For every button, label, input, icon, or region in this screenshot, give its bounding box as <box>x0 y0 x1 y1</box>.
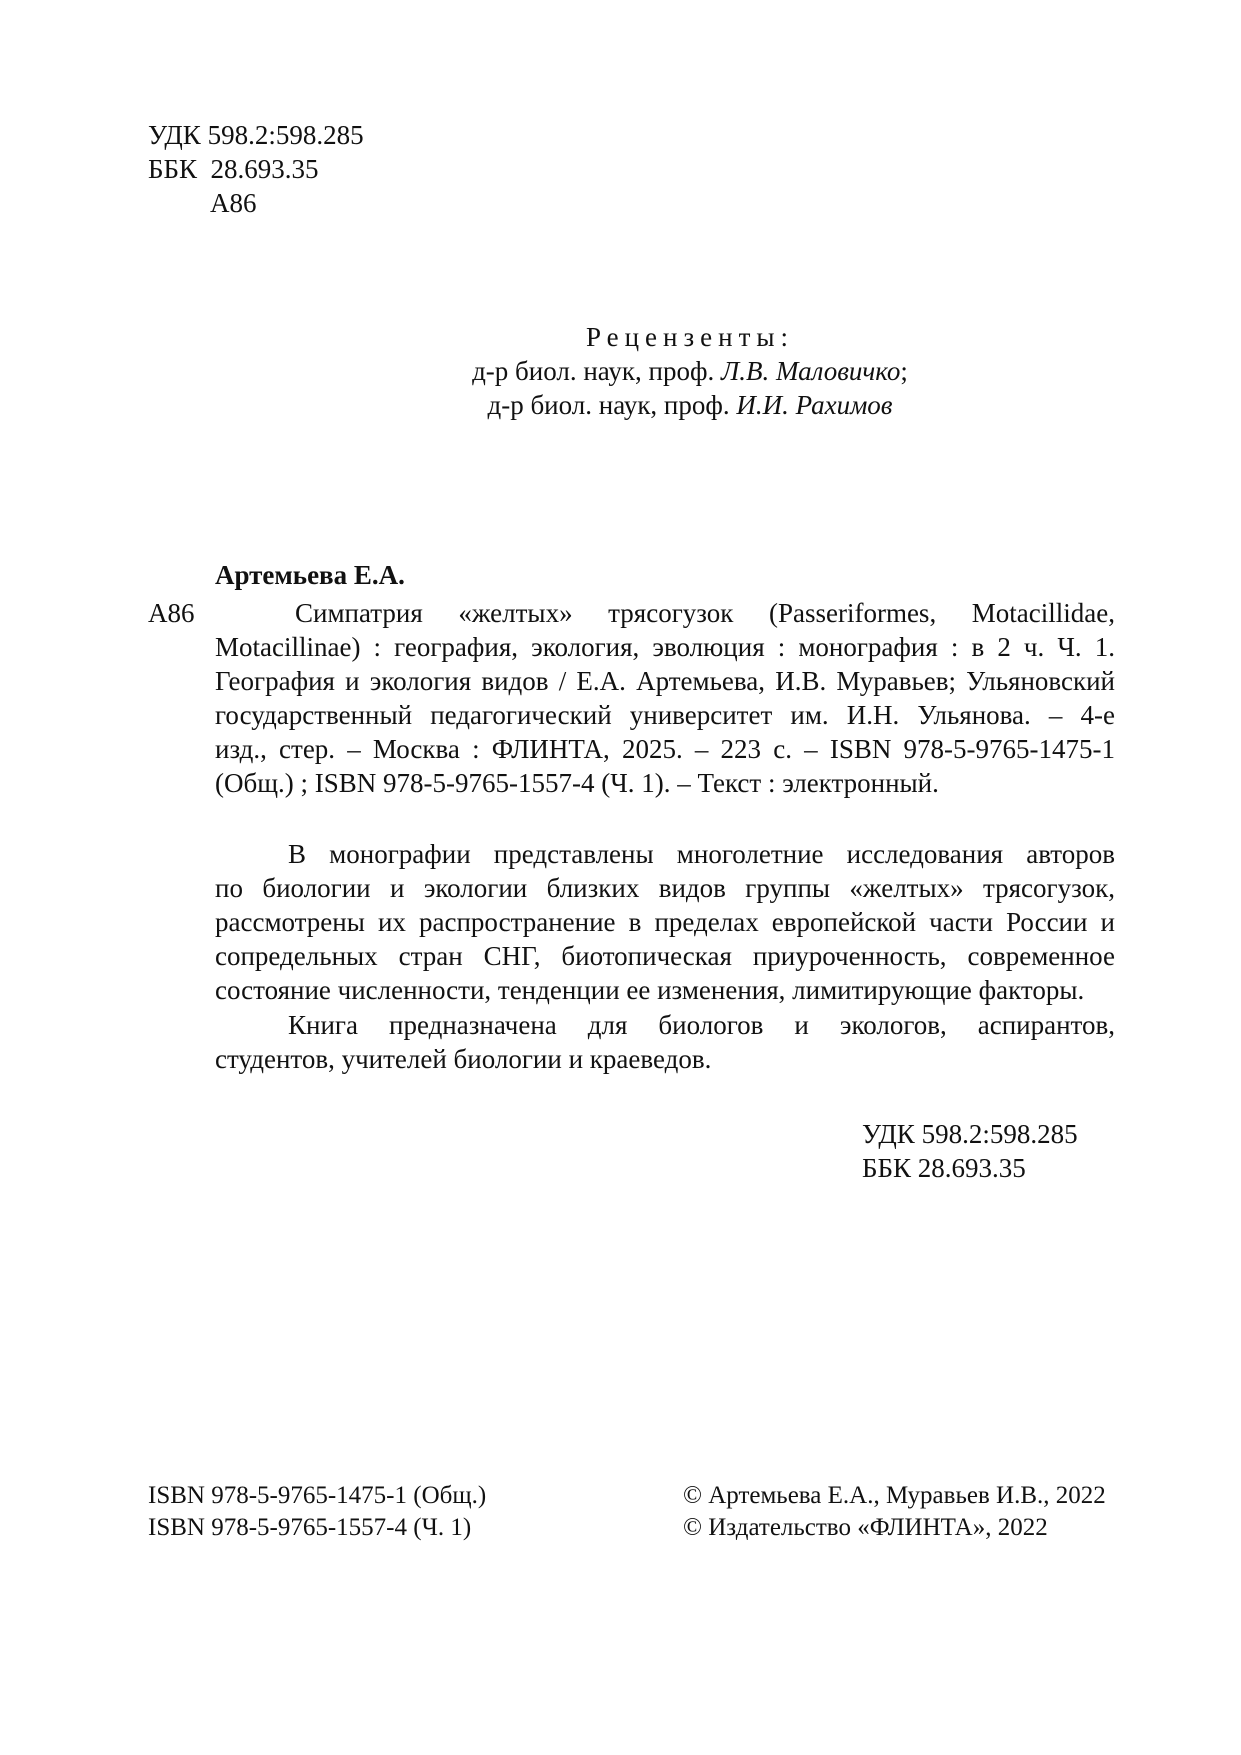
reviewers-heading: Рецензенты: <box>585 322 795 352</box>
record-line: Симпатрия «желтых» трясогузок (Passeriformes, Motacillidae, <box>295 598 1115 628</box>
author-code-top: А86 <box>210 188 257 218</box>
annotation-line: состояние численности, тенденции ее изменения, лимитирующие факторы. <box>215 975 1085 1005</box>
copyright-authors: © Артемьева Е.А., Муравьев И.В., 2022 <box>683 1482 1106 1509</box>
reviewer-line <box>150 354 1230 388</box>
record-line: Motacillinae) : география, экология, эволюция : монография : в 2 ч. Ч. 1. <box>215 632 1115 662</box>
udk-code-bottom: УДК 598.2:598.285 <box>862 1119 1078 1149</box>
annotation-line: сопредельных стран СНГ, биотопическая приуроченность, современное <box>215 941 1115 971</box>
record-line: государственный педагогический университет им. И.Н. Ульянова. – 4-е <box>215 700 1115 730</box>
annotation-line: по биологии и экологии близких видов группы «желтых» трясогузок, <box>215 873 1115 903</box>
reviewer-degree: д-р биол. наук, проф. <box>472 356 721 386</box>
annotation-line: Книга предназначена для биологов и экологов, аспирантов, <box>288 1010 1115 1040</box>
reviewer-degree: д-р биол. наук, проф. <box>487 390 737 420</box>
isbn-general: ISBN 978-5-9765-1475-1 (Общ.) <box>148 1482 487 1509</box>
reviewer-suffix: ; <box>900 356 908 386</box>
udk-code-top: УДК 598.2:598.285 <box>148 120 364 150</box>
annotation-line: В монографии представлены многолетние исследования авторов <box>288 839 1115 869</box>
record-author: Артемьева Е.А. <box>215 560 405 590</box>
annotation-line: рассмотрены их распространение в пределах европейской части России и <box>215 907 1115 937</box>
bbk-code-bottom: ББК 28.693.35 <box>862 1153 1026 1183</box>
record-author-code: А86 <box>148 598 195 628</box>
isbn-part: ISBN 978-5-9765-1557-4 (Ч. 1) <box>148 1514 472 1541</box>
record-line: География и экология видов / Е.А. Артемьева, И.В. Муравьев; Ульяновский <box>215 666 1115 696</box>
bbk-code-top: ББК 28.693.35 <box>148 154 319 184</box>
record-line: изд., стер. – Москва : ФЛИНТА, 2025. – 223 с. – ISBN 978-5-9765-1475-1 <box>215 734 1115 764</box>
record-line: (Общ.) ; ISBN 978-5-9765-1557-4 (Ч. 1). – Текст : электронный. <box>215 768 939 798</box>
reviewer-name: И.И. Рахимов <box>736 390 893 420</box>
annotation-line: студентов, учителей биологии и краеведов. <box>215 1044 712 1074</box>
reviewer-name: Л.В. Маловичко <box>720 356 901 386</box>
reviewer-line <box>150 388 1230 422</box>
copyright-publisher: © Издательство «ФЛИНТА», 2022 <box>683 1514 1048 1541</box>
